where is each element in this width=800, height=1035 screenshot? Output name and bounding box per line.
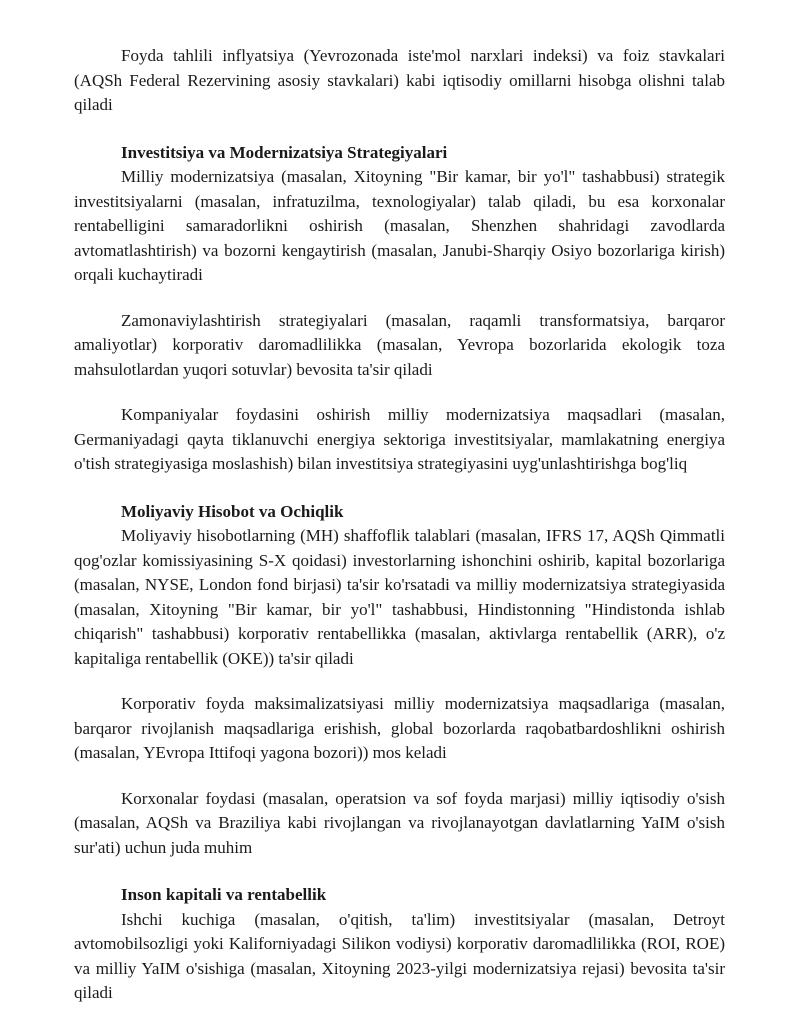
paragraph-modernization-strategies: Zamonaviylashtirish strategiyalari (masalan, raqamli transformatsiya, barqaror amaliyotlar) korporativ daromadlilikka (masalan, Yevropa bozorlarida ekologik toza mahsulotlardan yuqori sotuvlar) bevosita ta'sir qiladi [74, 310, 725, 379]
paragraph-profit-maximization: Korporativ foyda maksimalizatsiyasi milliy modernizatsiya maqsadlariga (masalan, barqaror rivojlanish maqsadlariga erishish, global bozorlarda raqobatbardoshlikni oshirish (masalan, YEvropa Ittifoqi yagona bozori)) mos keladi [74, 694, 725, 762]
paragraph-company-profit: Kompaniyalar foydasini oshirish milliy modernizatsiya maqsadlari (masalan, Germaniyadagi qayta tiklanuvchi energiya sektoriga investitsiyalar, mamlakatning energiya o'tish strategiyasiga moslashish) bilan investitsiya strategiyasini uyg'unlashtirishga bog'liq [74, 405, 725, 473]
paragraph-enterprise-profit: Korxonalar foydasi (masalan, operatsion va sof foyda marjasi) milliy iqtisodiy o'sish (masalan, AQSh va Braziliya kabi rivojlangan va rivojlanayotgan davlatlarning YaIM o'sish sur'ati) uchun juda muhim [74, 788, 725, 857]
section-heading-investment: Investitsiya va Modernizatsiya Strategiyalari [121, 142, 448, 162]
section-heading-financial-reporting: Moliyaviy Hisobot va Ochiqlik [121, 501, 344, 521]
document-page [74, 44, 725, 1006]
paragraph-national-modernization: Milliy modernizatsiya (masalan, Xitoyning "Bir kamar, bir yo'l" tashabbusi) strategik investitsiyalarni (masalan, infratuzilma, texnologiyalar) talab qiladi, bu esa korxonalar rentabelligini samaradorlikni oshirish (masalan, Shenzhen shahridagi zavodlarda avtomatlashtirish) va bozorni kengaytirish (masalan, Janubi-Sharqiy Osiyo bozorlariga kirish) orqali kuchaytiradi [74, 167, 725, 284]
section-heading-human-capital: Inson kapitali va rentabellik [121, 885, 327, 904]
paragraph-intro: Foyda tahlili inflyatsiya (Yevrozonada iste'mol narxlari indeksi) va foiz stavkalari (AQSh Federal Rezervining asosiy stavkalari) kabi iqtisodiy omillarni hisobga olishni talab qiladi [74, 46, 725, 114]
paragraph-workforce-investment: Ishchi kuchiga (masalan, o'qitish, ta'lim) investitsiyalar (masalan, Detroyt avtomobilsozligi yoki Kaliforniyadagi Silikon vodiysi) korporativ daromadlilikka (ROI, ROE) va milliy YaIM o'sishiga (masalan, Xitoyning 2023-yilgi modernizatsiya rejasi) bevosita ta'sir qiladi [74, 909, 725, 1002]
paragraph-transparency: Moliyaviy hisobotlarning (MH) shaffoflik talablari (masalan, IFRS 17, AQSh Qimmatli qog'ozlar komissiyasining S-X qoidasi) investorlarning ishonchini oshirib, kapital bozorlariga (masalan, NYSE, London fond birjasi) ta'sir ko'rsatadi va milliy modernizatsiya strategiyasida (masalan, Xitoyning "Bir kamar, bir yo'l" tashabbusi, Hindistonning "Hindistonda ishlab chiqarish" tashabbusi) korporativ rentabellikka (masalan, aktivlarga rentabellik (ARR), o'z kapitaliga rentabellik (OKE)) ta'sir qiladi [74, 526, 725, 668]
